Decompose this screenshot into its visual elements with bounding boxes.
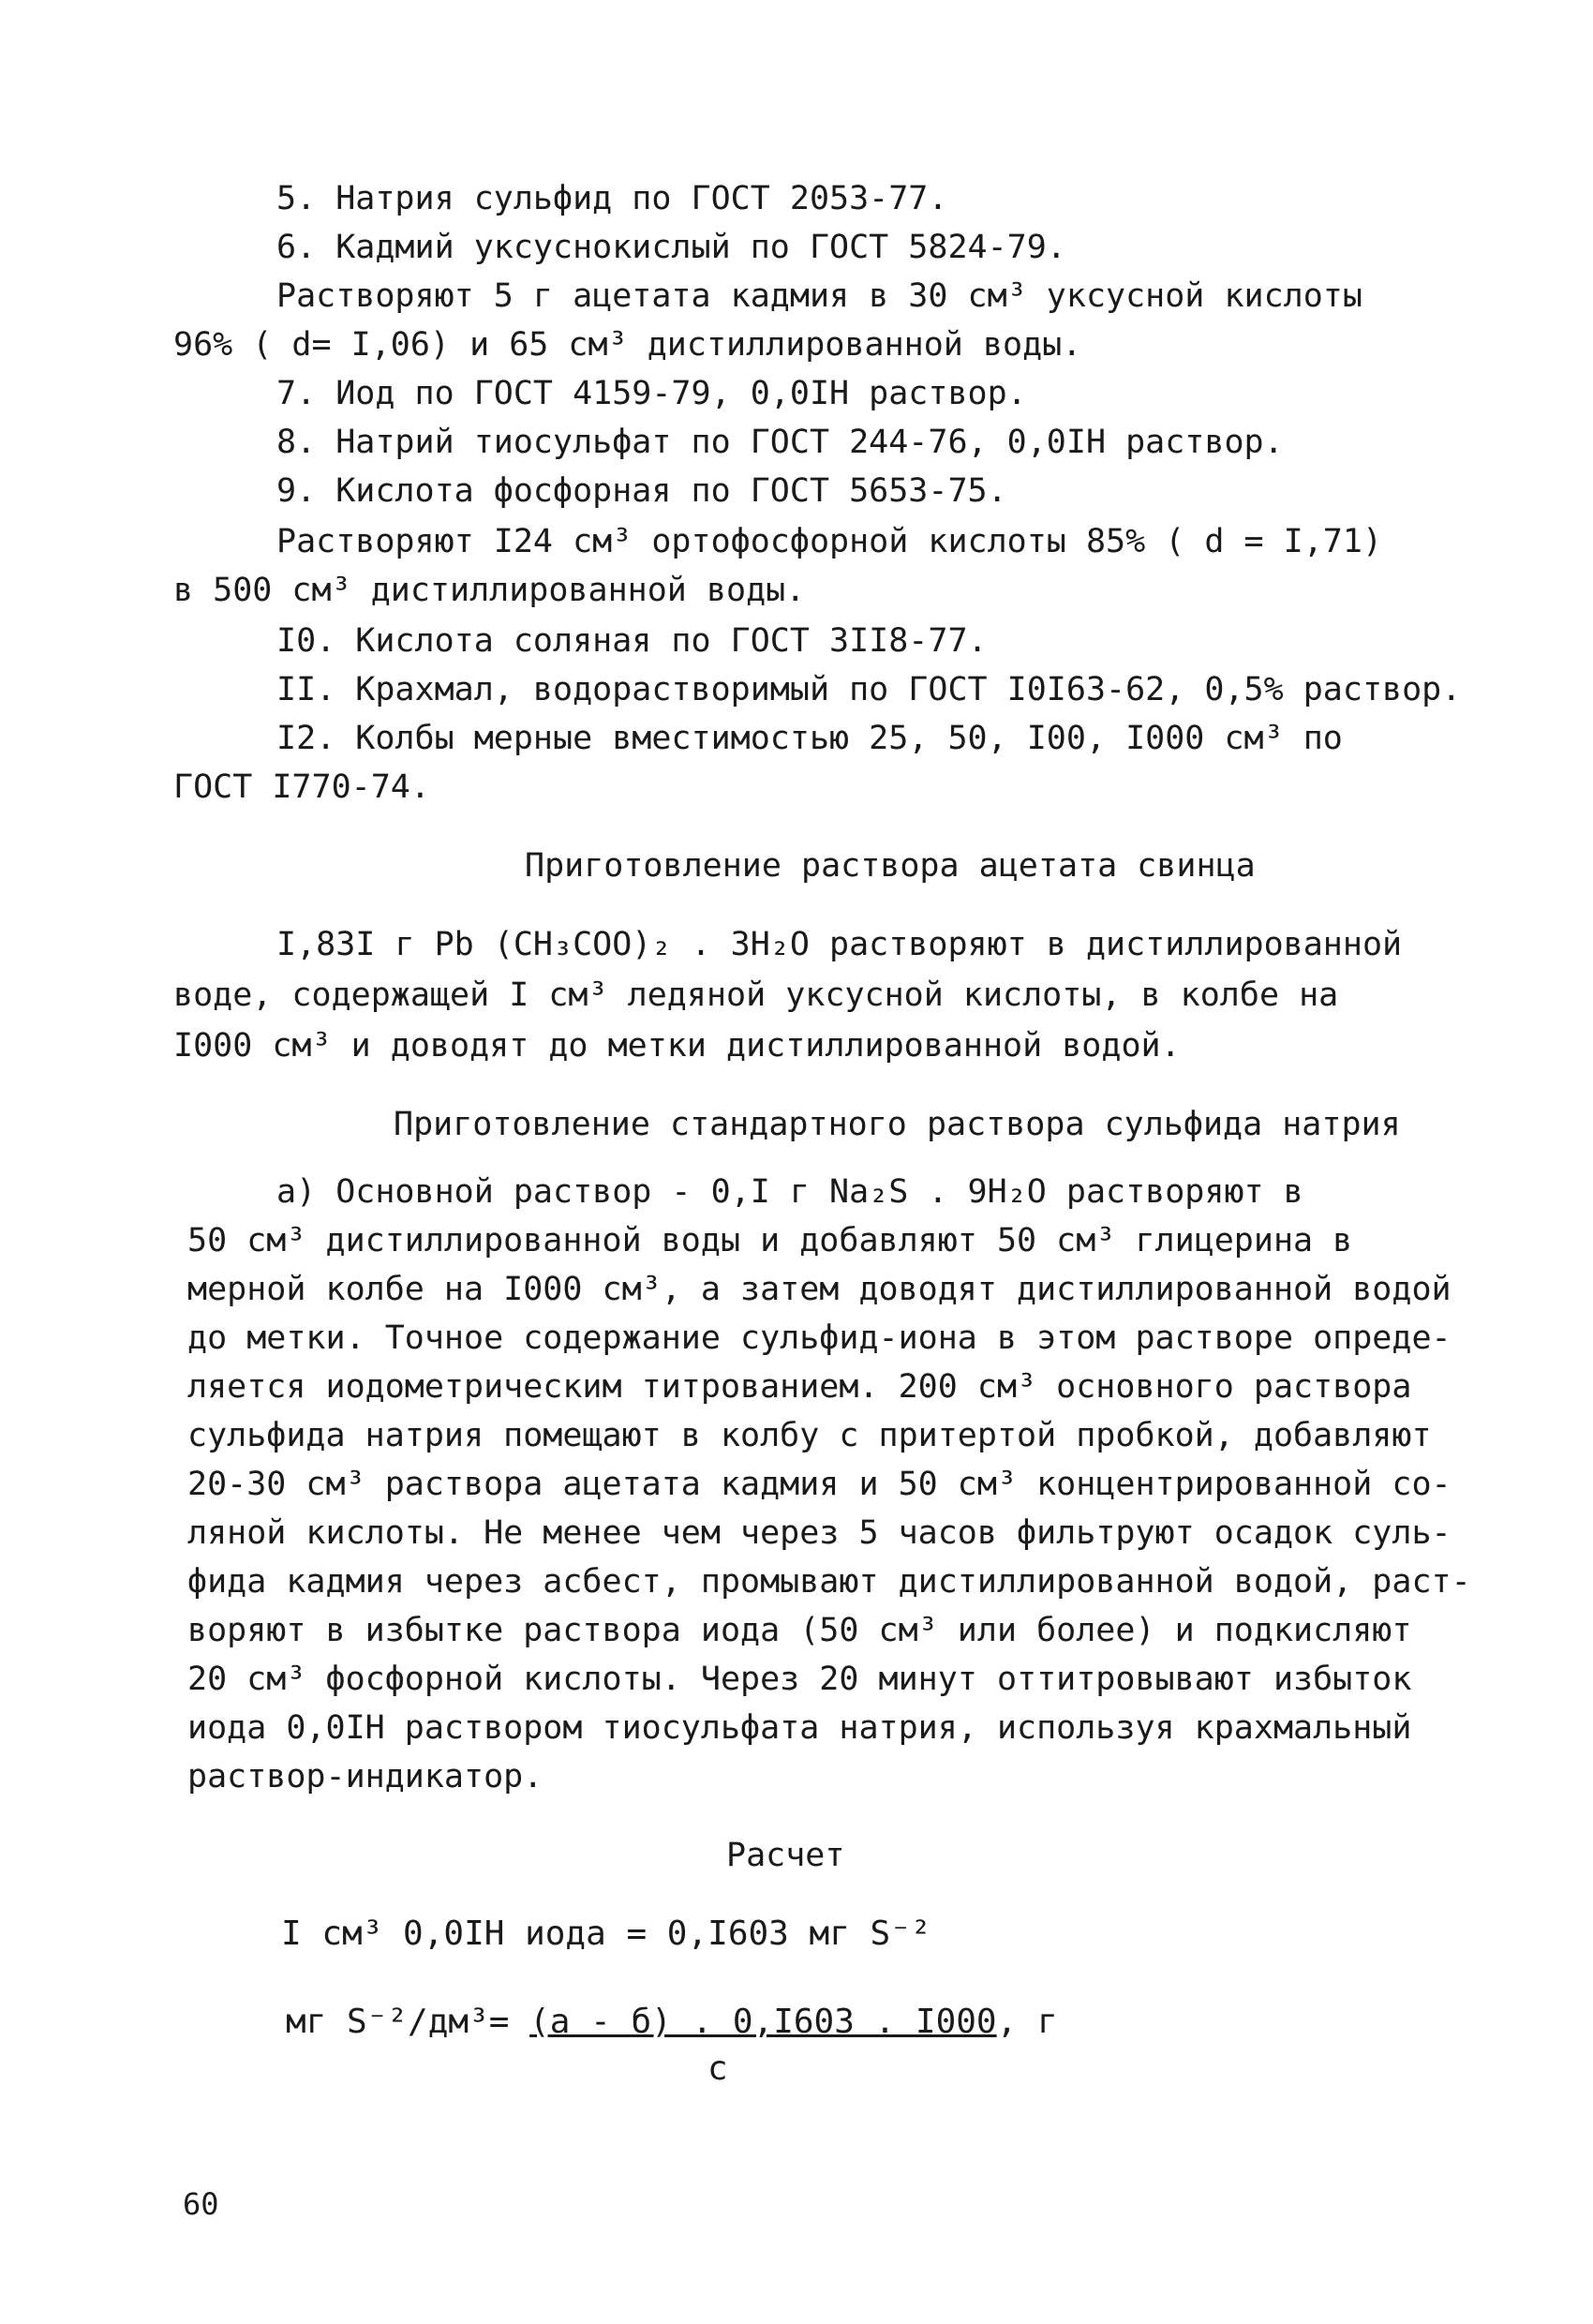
paragraph-line: мерной колбе на I000 см³, а затем доводят дистиллированной водой (187, 1271, 1452, 1308)
reagent-item-6: 6. Кадмий уксуснокислый по ГОСТ 5824-79. (276, 229, 1066, 266)
formula-numerator: (а - б) . 0,I603 . I000 (529, 2003, 997, 2041)
reagent-text-line: в 500 см³ дистиллированной воды. (173, 572, 806, 609)
paragraph-line: иода 0,0IН раствором тиосульфата натрия, используя крахмальный (187, 1709, 1412, 1747)
reagent-item-11: II. Крахмал, водорастворимый по ГОСТ I0I63-62, 0,5% раствор. (276, 671, 1462, 708)
paragraph-line: ляной кислоты. Не менее чем через 5 часов фильтруют осадок суль- (187, 1514, 1452, 1552)
paragraph-line: раствор-индикатор. (187, 1758, 543, 1795)
paragraph-line: сульфида натрия помещают в колбу с притертой пробкой, добавляют (187, 1417, 1432, 1454)
reagent-text-line: ГОСТ I770-74. (173, 768, 430, 806)
reagent-item-10: I0. Кислота соляная по ГОСТ 3II8-77. (276, 622, 988, 660)
reagent-text-line: Растворяют I24 см³ ортофосфорной кислоты 85% ( d = I,71) (276, 523, 1383, 560)
paragraph-line: до метки. Точное содержание сульфид-иона в этом растворе опреде- (187, 1319, 1452, 1357)
reagent-text-line: 96% ( d= I,06) и 65 см³ дистиллированной воды. (173, 326, 1082, 364)
paragraph-line: а) Основной раствор - 0,I г Na₂S . 9H₂O растворяют в (276, 1173, 1303, 1211)
paragraph-line: 20-30 см³ раствора ацетата кадмия и 50 см³ концентрированной со- (187, 1466, 1452, 1503)
reagent-item-9: 9. Кислота фосфорная по ГОСТ 5653-75. (276, 472, 1007, 510)
formula-denominator: с (707, 2049, 728, 2088)
reagent-item-7: 7. Иод по ГОСТ 4159-79, 0,0IН раствор. (276, 375, 1027, 412)
paragraph-line: 20 см³ фосфорной кислоты. Через 20 минут оттитровывают избыток (187, 1661, 1412, 1698)
paragraph-line: 50 см³ дистиллированной воды и добавляют 50 см³ глицерина в (187, 1222, 1353, 1259)
reagent-item-8: 8. Натрий тиосульфат по ГОСТ 244-76, 0,0IН раствор. (276, 424, 1284, 461)
formula-iodine-equivalent: I см³ 0,0IН иода = 0,I603 мг S⁻² (281, 1914, 931, 1953)
section-title-calculation: Расчет (726, 1837, 845, 1874)
paragraph-line: I,83I г Pb (CH₃COO)₂ . 3H₂O растворяют в дистиллированной (276, 926, 1403, 963)
reagent-item-12: I2. Колбы мерные вместимостью 25, 50, I00, I000 см³ по (276, 720, 1343, 757)
section-title-lead-acetate: Приготовление раствора ацетата свинца (525, 847, 1256, 885)
paragraph-line: ляется иодометрическим титрованием. 200 см³ основного раствора (187, 1368, 1412, 1406)
paragraph-line: воряют в избытке раствора иода (50 см³ или более) и подкисляют (187, 1612, 1412, 1649)
section-title-sodium-sulfide: Приготовление стандартного раствора сульфида натрия (394, 1106, 1401, 1143)
formula-suffix: , г (996, 2003, 1058, 2041)
reagent-text-line: Растворяют 5 г ацетата кадмия в 30 см³ уксусной кислоты (276, 277, 1362, 315)
paragraph-line: воде, содержащей I см³ ледяной уксусной кислоты, в колбе на (173, 976, 1339, 1014)
paragraph-line: I000 см³ и доводят до метки дистиллированной водой. (173, 1027, 1181, 1065)
paragraph-line: фида кадмия через асбест, промывают дистиллированной водой, раст- (187, 1563, 1471, 1601)
reagent-item-5: 5. Натрия сульфид по ГОСТ 2053-77. (276, 180, 948, 217)
formula-sulfide-concentration (286, 2002, 1058, 2043)
formula-prefix: мг S⁻²/дм³= (286, 2003, 510, 2041)
page-number: 60 (183, 2186, 219, 2222)
